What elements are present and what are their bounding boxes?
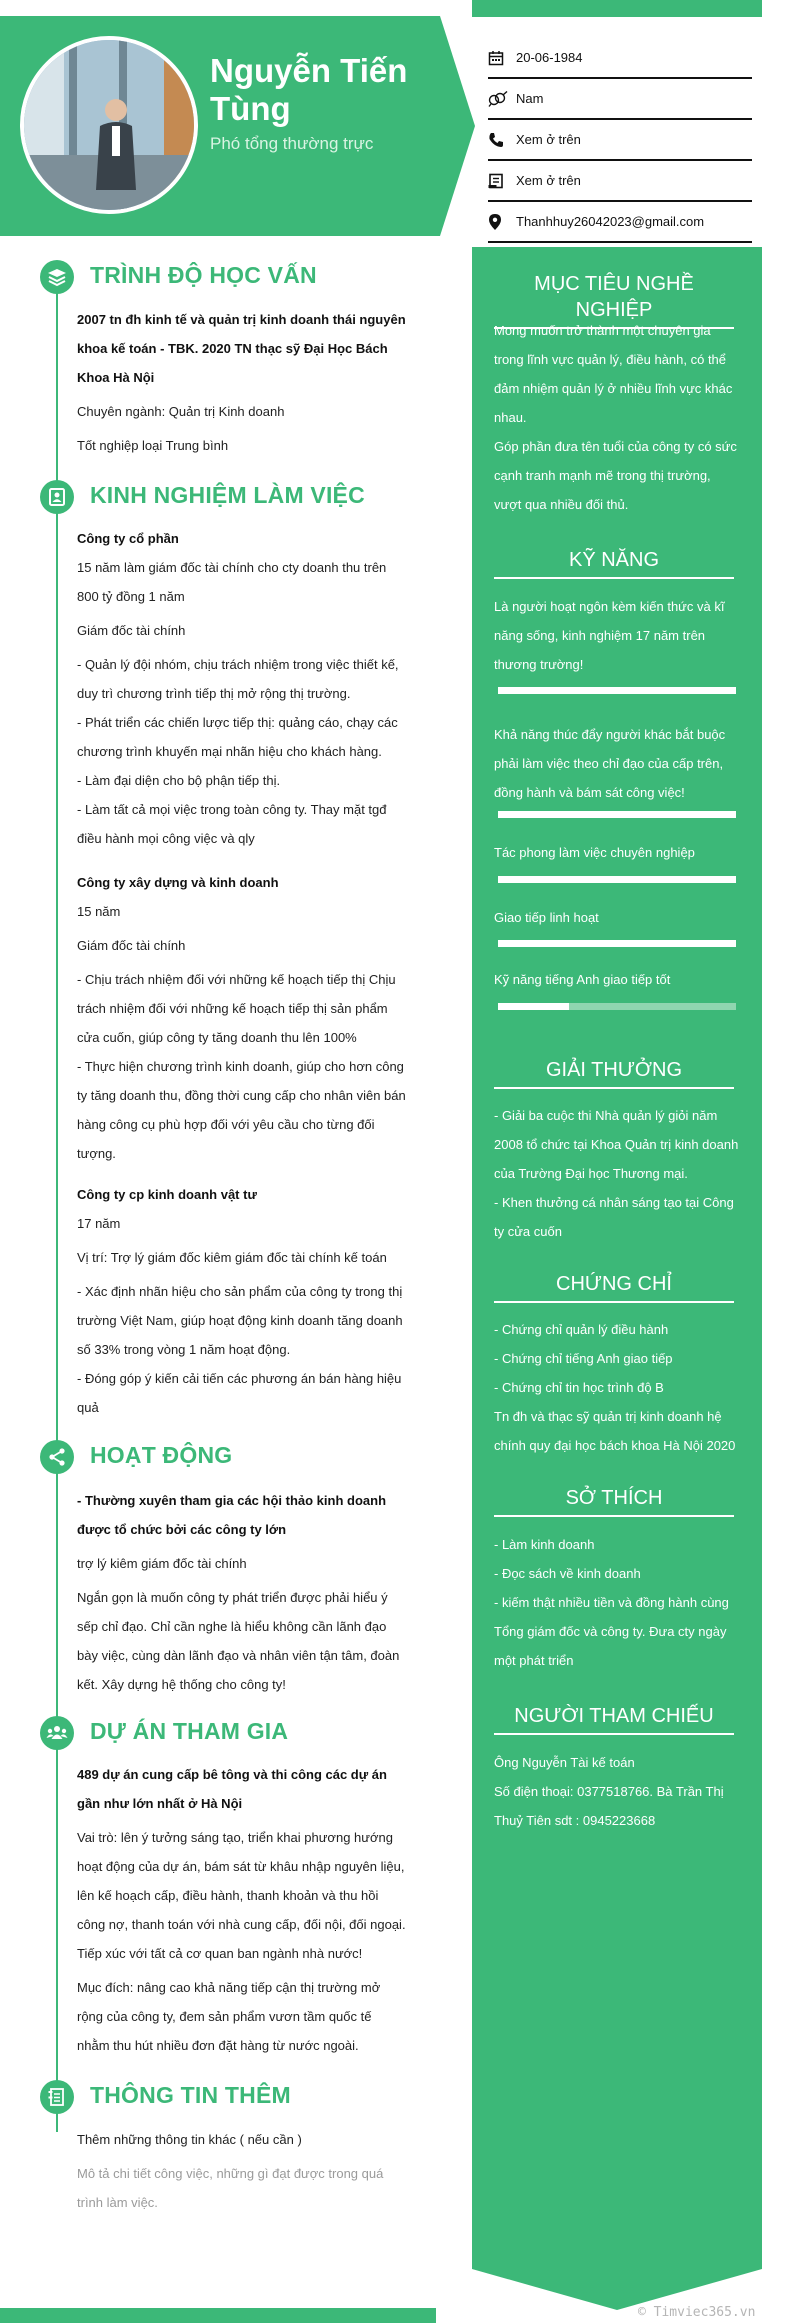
award-item-1: - Giải ba cuộc thi Nhà quản lý giỏi năm 2008 tổ chức tại Khoa Quản trị kinh doanh của Trường Đại học Thương mại. <box>494 1108 739 1181</box>
job-1-detail-2: - Phát triển các chiến lược tiếp thị: quảng cáo, chạy các chương trình khuyến mại nhãn hiệu cho khách hàng. <box>77 715 398 759</box>
avatar <box>20 36 198 214</box>
job-3-duration: 17 năm <box>77 1216 121 1231</box>
job-2-company: Công ty xây dựng và kinh doanh <box>77 875 279 890</box>
education-major: Chuyên ngành: Quản trị Kinh doanh <box>77 404 285 419</box>
phone-value: Xem ở trên <box>516 132 581 147</box>
certificate-item-3: - Chứng chỉ tin học trình độ B <box>494 1380 664 1395</box>
birthday-value: 20-06-1984 <box>516 50 583 65</box>
gender-value: Nam <box>516 91 544 106</box>
skill-name-3: Tác phong làm việc chuyên nghiệp <box>494 845 695 860</box>
education-school: 2007 tn đh kinh tế và quản trị kinh doanh thái nguyên khoa kế toán - TBK. 2020 TN thạc sỹ Đại Học Bách Khoa Hà Nội <box>77 312 406 385</box>
job-2-detail-1: - Chịu trách nhiệm đối với những kế hoạch tiếp thị Chịu trách nhiệm đối với những kế hoạch tiếp thị sản phẩm cửa cuốn, giúp công ty tăng doanh thu lên 100% <box>77 972 396 1045</box>
right-sidebar-panel <box>472 247 762 2310</box>
certificate-item-4: Tn đh và thạc sỹ quản trị kinh doanh hệ chính quy đại học bách khoa Hà Nội 2020 <box>494 1409 736 1453</box>
activities-heading: HOẠT ĐỘNG <box>90 1442 233 1468</box>
experience-icon <box>40 480 74 514</box>
education-icon <box>40 260 74 294</box>
awards-heading: GIẢI THƯỞNG <box>494 1057 734 1089</box>
objective-heading: MỤC TIÊU NGHỀ NGHIỆP <box>494 271 734 329</box>
skill-bar-4 <box>498 940 736 947</box>
experience-job-2 <box>77 868 407 1168</box>
hobby-item-2: - Đọc sách về kinh doanh <box>494 1566 641 1581</box>
skill-bar-fill-5 <box>498 1003 569 1010</box>
skill-bar-5 <box>498 1003 736 1010</box>
top-accent-strip <box>472 0 762 17</box>
hobbies-heading: SỞ THÍCH <box>494 1485 734 1517</box>
projects-block <box>77 1760 407 2060</box>
job-2-position: Giám đốc tài chính <box>77 938 186 953</box>
bottom-accent-bar <box>0 2308 436 2323</box>
calendar-icon <box>488 50 516 66</box>
job-1-detail-4: - Làm tất cả mọi việc trong toàn công ty. Thay mặt tgđ điều hành mọi công việc và qly <box>77 802 387 846</box>
education-heading: TRÌNH ĐỘ HỌC VẤN <box>90 262 317 288</box>
job-1-position: Giám đốc tài chính <box>77 623 186 638</box>
activities-block <box>77 1486 407 1699</box>
location-pin-icon <box>488 213 516 231</box>
job-3-detail-1: - Xác định nhãn hiệu cho sản phẩm của công ty trong thị trường Việt Nam, giúp hoạt động kinh doanh tăng doanh số 33% trong vòng 1 năm hoạt động. <box>77 1284 403 1357</box>
contact-row-gender <box>488 79 752 120</box>
projects-icon <box>40 1716 74 1750</box>
reference-text-2: Số điện thoại: 0377518766. Bà Trần Thị Thuỷ Tiên sdt : 0945223668 <box>494 1784 724 1828</box>
contact-info <box>488 38 752 243</box>
skill-name-4: Giao tiếp linh hoạt <box>494 910 599 925</box>
certificate-item-2: - Chứng chỉ tiếng Anh giao tiếp <box>494 1351 673 1366</box>
job-1-detail-1: - Quản lý đội nhóm, chịu trách nhiệm trong việc thiết kế, duy trì chương trình tiếp thị mở rộng thị trường. <box>77 657 399 701</box>
hobby-item-3: - kiếm thật nhiều tiền và đồng hành cùng Tổng giám đốc và công ty. Đưa cty ngày một phát triển <box>494 1595 729 1668</box>
job-1-company: Công ty cổ phần <box>77 531 179 546</box>
extra-info-icon <box>40 2080 74 2114</box>
hobby-item-1: - Làm kinh doanh <box>494 1537 595 1552</box>
skill-bar-fill-3 <box>498 876 736 883</box>
skill-bar-1 <box>498 687 736 694</box>
profile-header <box>0 16 475 236</box>
timeline-line <box>56 262 58 2132</box>
phone-icon <box>488 132 516 148</box>
skill-name-5: Kỹ năng tiếng Anh giao tiếp tốt <box>494 972 671 987</box>
watermark: © Timviec365.vn <box>638 2305 756 2320</box>
contact-row-phone <box>488 120 752 161</box>
references-heading: NGƯỜI THAM CHIẾU <box>494 1703 734 1735</box>
job-2-detail-2: - Thực hiện chương trình kinh doanh, giúp cho hơn công ty tăng doanh thu, đồng thời cung cấp cho nhân viên bán hàng công cụ phù hợp đối với yêu cầu cho từng đối tượng. <box>77 1059 406 1161</box>
address-book-icon <box>488 173 516 189</box>
experience-job-1 <box>77 524 407 853</box>
project-name: 489 dự án cung cấp bê tông và thi công các dự án gần như lớn nhất ở Hà Nội <box>77 1767 387 1811</box>
extra-info-placeholder: Mô tả chi tiết công việc, những gì đạt được trong quá trình làm việc. <box>77 2166 384 2210</box>
activities-role: trợ lý kiêm giám đốc tài chính <box>77 1556 247 1571</box>
skill-name-1: Là người hoạt ngôn kèm kiến thức và kĩ năng sống, kinh nghiệm 17 năm trên thương trường! <box>494 599 725 672</box>
extra-info-block <box>77 2125 407 2217</box>
profile-photo-icon <box>24 40 194 210</box>
extra-info-label: Thêm những thông tin khác ( nếu cần ) <box>77 2132 302 2147</box>
skill-bar-3 <box>498 876 736 883</box>
extra-info-heading: THÔNG TIN THÊM <box>90 2082 291 2108</box>
award-item-2: - Khen thưởng cá nhân sáng tạo tại Công ty cửa cuốn <box>494 1195 734 1239</box>
project-role: Vai trò: lên ý tưởng sáng tạo, triển khai phương hướng hoạt động của dự án, bám sát từ khâu nhập nguyên liệu, lên kế hoạch cấp, điều hành, thanh khoản và thu hồi công nợ, thanh toán với nhà cung cấp, đối nội, đối ngoại. Tiếp xúc với tất cả cơ quan ban ngành nhà nước! <box>77 1830 406 1961</box>
job-3-position: Vị trí: Trợ lý giám đốc kiêm giám đốc tài chính kế toán <box>77 1250 387 1265</box>
contact-row-address <box>488 161 752 202</box>
experience-heading: KINH NGHIỆM LÀM VIỆC <box>90 482 365 508</box>
job-3-detail-2: - Đóng góp ý kiến cải tiến các phương án bán hàng hiệu quả <box>77 1371 402 1415</box>
objective-text-1: Mong muốn trở thành một chuyên gia trong lĩnh vực quản lý, điều hành, có thể đảm nhiệm quản lý ở nhiều lĩnh vực khác nhau. <box>494 323 733 425</box>
activities-icon <box>40 1440 74 1474</box>
skill-bar-fill-4 <box>498 940 736 947</box>
candidate-title: Phó tổng thường trực <box>210 134 374 153</box>
skill-bar-2 <box>498 811 736 818</box>
job-1-detail-3: - Làm đại diện cho bộ phận tiếp thị. <box>77 773 281 788</box>
certificate-item-1: - Chứng chỉ quản lý điều hành <box>494 1322 669 1337</box>
education-grade: Tốt nghiệp loại Trung bình <box>77 438 229 453</box>
skill-bar-fill-2 <box>498 811 736 818</box>
job-2-duration: 15 năm <box>77 904 121 919</box>
education-block <box>77 305 407 460</box>
job-3-company: Công ty cp kinh doanh vật tư <box>77 1187 257 1202</box>
reference-text-1: Ông Nguyễn Tài kế toán <box>494 1755 635 1770</box>
activities-headline: - Thường xuyên tham gia các hội thảo kinh doanh được tổ chức bởi các công ty lớn <box>77 1493 387 1537</box>
candidate-name: Nguyễn Tiến Tùng <box>210 52 408 127</box>
skill-bar-fill-1 <box>498 687 736 694</box>
contact-row-birthday <box>488 38 752 79</box>
objective-text-2: Góp phần đưa tên tuổi của công ty có sức cạnh tranh mạnh mẽ trong thị trường, vượt qua nhiều đối thủ. <box>494 439 737 512</box>
skill-name-2: Khả năng thúc đẩy người khác bắt buộc phải làm việc theo chỉ đạo của cấp trên, đồng hành và bám sát công việc! <box>494 727 726 800</box>
experience-job-3 <box>77 1180 407 1422</box>
projects-heading: DỰ ÁN THAM GIA <box>90 1718 289 1744</box>
contact-row-email <box>488 202 752 243</box>
job-1-duration: 15 năm làm giám đốc tài chính cho cty doanh thu trên 800 tỷ đồng 1 năm <box>77 560 387 604</box>
project-goal: Mục đích: nâng cao khả năng tiếp cận thị trường mở rộng của công ty, đem sản phẩm vươn tầm quốc tế nhằm thu hút nhiều đơn đặt hàng từ nước ngoài. <box>77 1980 381 2053</box>
address-value: Xem ở trên <box>516 173 581 188</box>
gender-icon <box>488 91 516 107</box>
email-value[interactable]: Thanhhuy26042023@gmail.com <box>516 214 705 229</box>
certificates-heading: CHỨNG CHỈ <box>494 1271 734 1303</box>
skills-heading: KỸ NĂNG <box>494 547 734 579</box>
activities-description: Ngắn gọn là muốn công ty phát triển được phải hiểu ý sếp chỉ đạo. Chỉ cần nghe là hiểu không cần lãnh đạo bày việc, cùng dàn lãnh đạo và nhân viên tận tâm, đoàn kết. Xây dựng hệ thống cho công ty! <box>77 1590 400 1692</box>
